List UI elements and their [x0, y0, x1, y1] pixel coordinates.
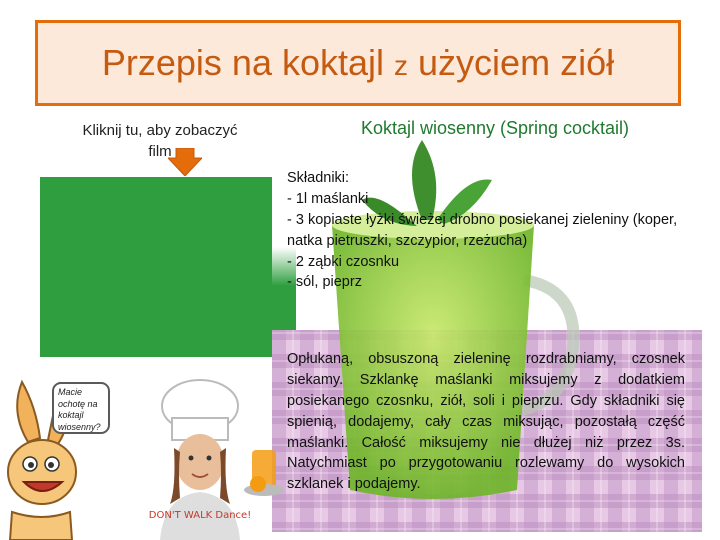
method-paragraph: Opłukaną, obsuszoną zieleninę rozdrabniamy, czosnek siekamy. Szklankę maślanki miksujemy z dodatkiem posiekanego czosnku, ziół, soli i pieprzu. Gdy składniki się spienią, dodajemy, cały czas miksując, pozostałą część maślanki. Całość miksujemy nie dłużej niż przez 3s. Natychmiast po przygotowaniu rozlewamy do wysokich szklanek i podajemy. [287, 351, 685, 493]
video-link-button[interactable] [40, 177, 296, 357]
title-part-1: Przepis na koktajl [101, 42, 395, 83]
ingredient-item: - 3 kopiaste łyżki świeżej drobno posiekanej zieleniny (koper, natka pietruszki, szczypior, rzeżucha) [287, 211, 678, 249]
title-banner [35, 20, 681, 106]
chef-girl-image [140, 378, 290, 540]
ingredient-item: - sól, pieprz [287, 274, 362, 291]
video-hint-line-1: Kliknij tu, aby zobaczyć [82, 122, 238, 139]
ingredients-list [287, 168, 687, 293]
page-title [102, 42, 614, 84]
speech-bubble: Macie ochotę na koktajl wiosenny? [52, 382, 110, 434]
down-arrow-icon [168, 148, 202, 176]
recipe-title: Koktajl wiosenny (Spring cocktail) [360, 118, 630, 138]
video-hint-line-2: film [148, 143, 172, 160]
ingredients-heading: Składniki: [287, 170, 350, 186]
title-part-small: z [394, 50, 409, 81]
video-hint [50, 120, 270, 162]
shirt-print: DON'T WALK Dance! [148, 510, 252, 521]
ingredient-item: - 2 ząbki czosnku [287, 253, 400, 270]
ingredient-item: - 1l maślanki [287, 190, 369, 207]
title-part-2: użyciem ziół [408, 42, 615, 83]
